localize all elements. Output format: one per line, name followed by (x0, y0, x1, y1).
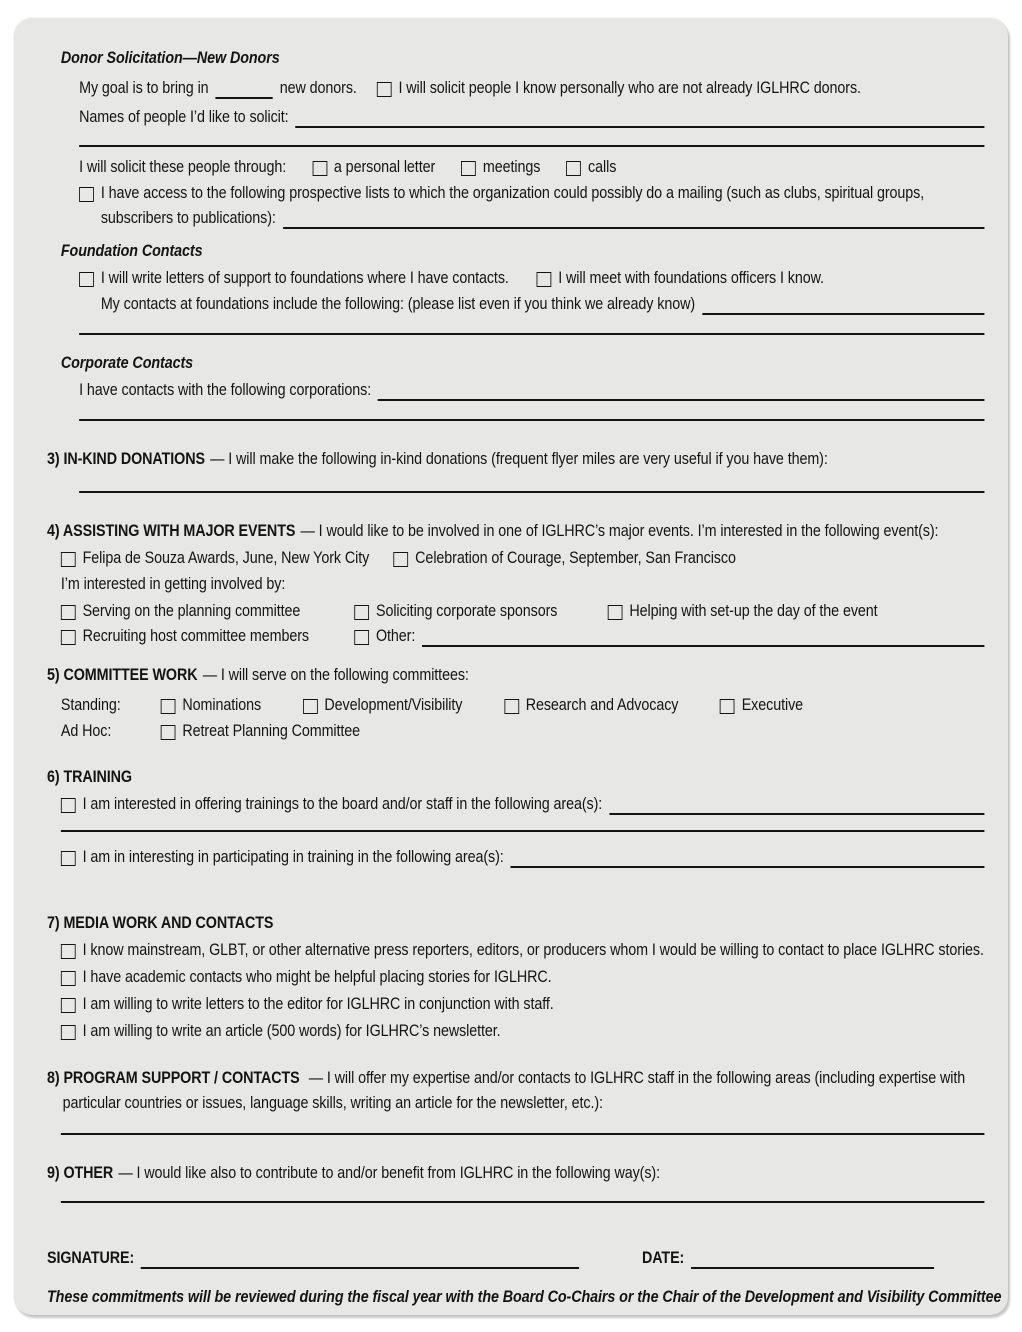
corporate-contacts-row (79, 378, 984, 403)
prospective-lists-row (79, 181, 984, 206)
prospective-lists-label-line2: subscribers to publications): (100, 209, 276, 227)
signature-row (47, 1246, 984, 1271)
major-events-text: — I would like to be involved in one of IGLHRC’s major events. I’m interested in the following event(s): (300, 522, 939, 540)
foundation-contacts-continuation-blank[interactable] (79, 333, 984, 335)
development-visibility-label: Development/Visibility (324, 696, 463, 714)
offering-trainings-checkbox[interactable] (61, 798, 76, 813)
program-support-title: 8) PROGRAM SUPPORT / CONTACTS (47, 1069, 300, 1087)
solicit-through-label: I will solicit these people through: (79, 158, 287, 176)
involved-by-label: I’m interested in getting involved by: (60, 575, 286, 593)
major-events-heading (47, 519, 984, 544)
names-blank[interactable] (295, 124, 984, 128)
corporate-sponsors-checkbox[interactable] (354, 605, 369, 620)
involved-by-row (61, 572, 985, 597)
prospective-lists-label-line1: I have access to the following prospective lists to which the organization could possibly do a mailing (such as clubs, spiritual groups, (100, 184, 925, 202)
corporate-contacts-heading-text: Corporate Contacts (60, 354, 194, 372)
meetings-checkbox[interactable] (461, 161, 476, 176)
adhoc-label: Ad Hoc: (60, 722, 112, 740)
goal-label-before: My goal is to bring in (79, 79, 209, 97)
signature-blank[interactable] (141, 1265, 579, 1269)
write-article-checkbox[interactable] (61, 1025, 76, 1040)
donor-solicitation-heading-text: Donor Solicitation—New Donors (60, 49, 280, 67)
solicit-personally-checkbox[interactable] (377, 82, 392, 97)
development-visibility-checkbox[interactable] (303, 699, 318, 714)
standing-committees-row (61, 693, 985, 718)
names-label: Names of people I’d like to solicit: (79, 108, 289, 126)
other-heading (47, 1161, 984, 1186)
training-title: 6) TRAINING (47, 768, 132, 786)
retreat-planning-label: Retreat Planning Committee (182, 722, 361, 740)
calls-label: calls (588, 158, 617, 176)
program-support-blank[interactable] (61, 1133, 985, 1135)
celebration-courage-label: Celebration of Courage, September, San Francisco (415, 549, 736, 567)
offering-trainings-label: I am interested in offering trainings to the board and/or staff in the following area(s): (82, 795, 603, 813)
footer-note (47, 1285, 1002, 1310)
solicit-through-row (79, 155, 984, 180)
involvement-options-row1 (61, 599, 985, 624)
adhoc-committees-row (61, 719, 985, 744)
planning-committee-label: Serving on the planning committee (82, 602, 301, 620)
names-continuation-blank[interactable] (79, 145, 984, 147)
participating-training-checkbox[interactable] (61, 851, 76, 866)
press-contacts-checkbox[interactable] (61, 944, 76, 959)
participating-training-row (61, 845, 985, 870)
nominations-label: Nominations (182, 696, 262, 714)
executive-label: Executive (741, 696, 804, 714)
committee-work-text: — I will serve on the following committees: (202, 666, 469, 684)
names-row (79, 105, 984, 130)
foundation-meet-checkbox[interactable] (537, 272, 552, 287)
participating-training-blank[interactable] (511, 864, 985, 868)
foundation-checkbox-row (79, 266, 984, 291)
major-events-title: 4) ASSISTING WITH MAJOR EVENTS (47, 522, 296, 540)
form-content (47, 34, 1002, 1310)
personal-letter-checkbox[interactable] (312, 161, 327, 176)
offering-trainings-blank[interactable] (609, 811, 984, 815)
executive-checkbox[interactable] (720, 699, 735, 714)
calls-checkbox[interactable] (566, 161, 581, 176)
host-committee-checkbox[interactable] (61, 630, 76, 645)
goal-label-after: new donors. (279, 79, 357, 97)
offering-trainings-continuation-blank[interactable] (61, 830, 985, 832)
foundation-contacts-heading-text: Foundation Contacts (60, 242, 203, 260)
academic-contacts-checkbox[interactable] (61, 971, 76, 986)
academic-contacts-label: I have academic contacts who might be helpful placing stories for IGLHRC. (82, 968, 552, 986)
program-support-heading (47, 1066, 984, 1116)
corporate-contacts-continuation-blank[interactable] (79, 419, 984, 421)
program-support-text: — I will offer my expertise and/or contacts to IGLHRC staff in the following areas (including expertise with particular countries or issues, language skills, writing an article for the newsletter, etc.): (62, 1069, 966, 1112)
corporate-sponsors-label: Soliciting corporate sponsors (375, 602, 558, 620)
other-title: 9) OTHER (47, 1164, 114, 1182)
other-involvement-checkbox[interactable] (354, 630, 369, 645)
corporate-contacts-blank[interactable] (378, 397, 984, 401)
press-contacts-label: I know mainstream, GLBT, or other alternative press reporters, editors, or producers whom I would be willing to contact to place IGLHRC stories. (82, 941, 984, 959)
media-item-row (61, 1019, 985, 1044)
letters-to-editor-checkbox[interactable] (61, 998, 76, 1013)
media-work-heading (47, 911, 984, 936)
prospective-lists-checkbox[interactable] (79, 187, 94, 202)
signature-label: SIGNATURE: (47, 1249, 135, 1267)
setup-day-checkbox[interactable] (608, 605, 623, 620)
prospective-lists-row2 (101, 206, 985, 231)
letters-to-editor-label: I am willing to write letters to the editor for IGLHRC in conjunction with staff. (82, 995, 554, 1013)
research-advocacy-checkbox[interactable] (504, 699, 519, 714)
media-item-row (61, 992, 985, 1017)
date-label: DATE: (641, 1249, 685, 1267)
foundation-contacts-row (101, 292, 985, 317)
involvement-options-row2 (61, 624, 985, 649)
goal-row (79, 76, 984, 101)
other-text: — I would like also to contribute to and/or benefit from IGLHRC in the following way(s): (118, 1164, 660, 1182)
host-committee-label: Recruiting host committee members (82, 627, 309, 645)
in-kind-donations-blank[interactable] (79, 491, 984, 493)
form-panel (14, 18, 1008, 1315)
other-involvement-blank[interactable] (422, 643, 984, 647)
foundation-contacts-label: My contacts at foundations include the following: (please list even if you think we already know) (100, 295, 696, 313)
other-blank[interactable] (61, 1201, 985, 1203)
media-item-row (61, 938, 985, 963)
research-advocacy-label: Research and Advocacy (525, 696, 679, 714)
committee-work-title: 5) COMMITTEE WORK (47, 666, 198, 684)
celebration-courage-checkbox[interactable] (393, 552, 408, 567)
donor-solicitation-heading (61, 46, 985, 71)
standing-label: Standing: (60, 696, 121, 714)
foundation-contacts-heading (61, 239, 985, 264)
offering-trainings-row (61, 792, 985, 817)
corporate-contacts-label: I have contacts with the following corporations: (79, 381, 372, 399)
in-kind-donations-title: 3) IN-KIND DONATIONS (47, 450, 205, 468)
setup-day-label: Helping with set-up the day of the event (629, 602, 878, 620)
footer-note-text: These commitments will be reviewed during the fiscal year with the Board Co-Chairs or the Chair of the Development and Visibility Committee (47, 1288, 1002, 1306)
foundation-letters-label: I will write letters of support to foundations where I have contacts. (100, 269, 509, 287)
solicit-personally-label: I will solicit people I know personally who are not already IGLHRC donors. (398, 79, 861, 97)
in-kind-donations-heading (47, 447, 984, 472)
participating-training-label: I am in interesting in participating in training in the following area(s): (82, 848, 504, 866)
other-involvement-label: Other: (375, 627, 416, 645)
training-heading (47, 765, 984, 790)
meetings-label: meetings (482, 158, 541, 176)
foundation-letters-checkbox[interactable] (79, 272, 94, 287)
in-kind-donations-text: — I will make the following in-kind donations (frequent flyer miles are very useful if you have them): (210, 450, 828, 468)
felipa-awards-label: Felipa de Souza Awards, June, New York City (82, 549, 370, 567)
felipa-awards-checkbox[interactable] (61, 552, 76, 567)
media-item-row (61, 965, 985, 990)
retreat-planning-checkbox[interactable] (161, 725, 176, 740)
goal-count-blank[interactable] (216, 95, 273, 99)
foundation-meet-label: I will meet with foundations officers I know. (558, 269, 824, 287)
personal-letter-label: a personal letter (333, 158, 436, 176)
media-work-title: 7) MEDIA WORK AND CONTACTS (47, 914, 274, 932)
events-row (61, 546, 985, 571)
foundation-contacts-blank[interactable] (702, 311, 984, 315)
planning-committee-checkbox[interactable] (61, 605, 76, 620)
committee-work-heading (47, 663, 984, 688)
date-blank[interactable] (691, 1265, 934, 1269)
corporate-contacts-heading (61, 351, 985, 376)
write-article-label: I am willing to write an article (500 words) for IGLHRC’s newsletter. (82, 1022, 501, 1040)
nominations-checkbox[interactable] (161, 699, 176, 714)
prospective-lists-blank[interactable] (283, 225, 985, 229)
